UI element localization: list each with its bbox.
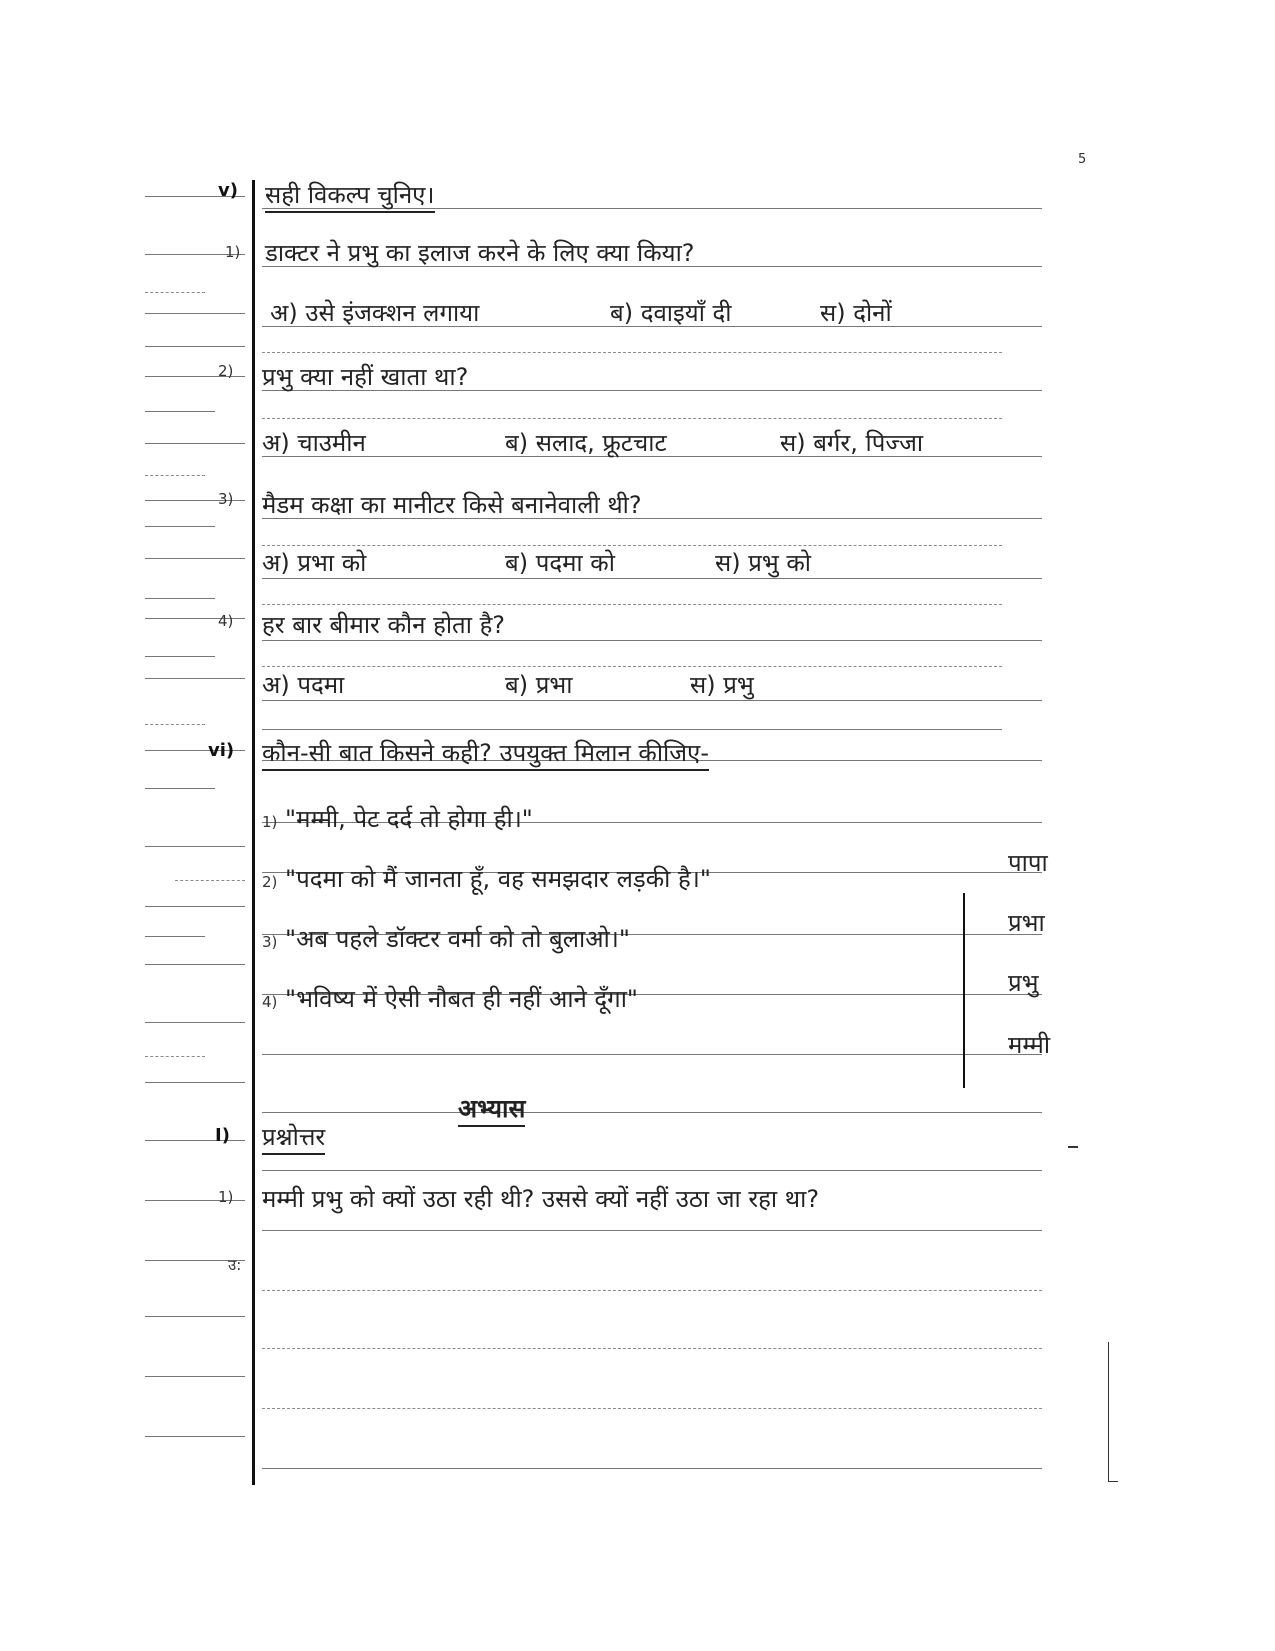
quote-text: "अब पहले डॉक्टर वर्मा को तो बुलाओ।" xyxy=(285,925,630,953)
question-number: 1) xyxy=(218,1188,234,1206)
quote-line xyxy=(262,864,711,897)
ruled-line xyxy=(262,1290,1042,1291)
option-c: स) बर्गर, पिज्जा xyxy=(780,429,924,457)
ruled-line xyxy=(145,292,205,293)
edge-mark xyxy=(1068,1146,1078,1148)
question-text: मैडम कक्षा का मानीटर किसे बनानेवाली थी? xyxy=(262,491,642,519)
ruled-line xyxy=(145,936,205,937)
ruled-line xyxy=(145,443,245,444)
quote-number: 4) xyxy=(262,993,278,1011)
speaker-option: प्रभु xyxy=(1008,969,1039,997)
ruled-line xyxy=(145,411,215,412)
ruled-line xyxy=(262,1054,1042,1055)
option-a: अ) पदमा xyxy=(262,671,345,699)
ruled-line xyxy=(262,1170,1042,1171)
question-number: 1) xyxy=(225,243,241,261)
quote-text: "पदमा को मैं जानता हूँ, वह समझदार लड़की है।" xyxy=(285,865,711,893)
answer-bracket xyxy=(1108,1481,1118,1482)
ruled-line xyxy=(145,1056,205,1057)
ruled-line xyxy=(145,906,245,907)
ruled-line xyxy=(262,418,1002,419)
question-text: डाक्टर ने प्रभु का इलाज करने के लिए क्या किया? xyxy=(265,239,695,267)
section-v-heading: सही विकल्प चुनिए। xyxy=(265,180,435,213)
ruled-line xyxy=(145,475,205,476)
ruled-line xyxy=(262,578,1042,579)
ruled-line xyxy=(175,880,245,881)
section-v-number: v) xyxy=(218,180,238,201)
answer-marker: उ: xyxy=(228,1256,242,1274)
ruled-line xyxy=(262,729,1002,730)
ruled-line xyxy=(262,640,1042,641)
speaker-option: मम्मी xyxy=(1008,1031,1051,1059)
question-text: प्रभु क्या नहीं खाता था? xyxy=(262,363,469,391)
ruled-line xyxy=(262,1468,1042,1469)
question-text: हर बार बीमार कौन होता है? xyxy=(262,611,506,639)
ruled-line xyxy=(262,352,1002,353)
quote-text: "मम्मी, पेट दर्द तो होगा ही।" xyxy=(285,805,533,833)
match-column-divider xyxy=(963,893,965,1088)
ruled-line xyxy=(145,558,245,559)
ruled-line xyxy=(145,788,215,789)
option-a: अ) प्रभा को xyxy=(262,549,367,577)
option-b: ब) प्रभा xyxy=(505,671,573,699)
speaker-option: पापा xyxy=(1008,849,1048,877)
exercise-subheading: प्रश्नोत्तर xyxy=(262,1122,325,1155)
ruled-line xyxy=(145,1436,245,1437)
ruled-line xyxy=(262,666,1002,667)
option-b: ब) सलाद, फ्रूटचाट xyxy=(505,429,667,457)
ruled-line xyxy=(145,1376,245,1377)
section-vi-number: vi) xyxy=(208,740,235,761)
ruled-line xyxy=(145,313,245,314)
page-number: 5 xyxy=(1078,152,1087,167)
margin-line xyxy=(252,180,255,1485)
ruled-line xyxy=(145,346,245,347)
ruled-line xyxy=(262,604,1002,605)
ruled-line xyxy=(145,724,205,725)
ruled-line xyxy=(262,1348,1042,1349)
ruled-line xyxy=(145,526,215,527)
option-b: ब) दवाइयाँ दी xyxy=(610,299,732,327)
ruled-line xyxy=(262,1112,1042,1113)
quote-text: "भविष्य में ऐसी नौबत ही नहीं आने दूँगा" xyxy=(285,985,638,1013)
question-number: 3) xyxy=(218,490,234,508)
ruled-line xyxy=(145,964,245,965)
ruled-line xyxy=(262,1408,1042,1409)
question-text: मम्मी प्रभु को क्यों उठा रही थी? उससे क्यों नहीं उठा जा रहा था? xyxy=(262,1185,820,1213)
option-b: ब) पदमा को xyxy=(505,549,615,577)
option-a: अ) उसे इंजक्शन लगाया xyxy=(270,299,480,327)
option-a: अ) चाउमीन xyxy=(262,429,366,457)
ruled-line xyxy=(145,1022,245,1023)
ruled-line xyxy=(145,678,245,679)
ruled-line xyxy=(262,1230,1042,1231)
ruled-line xyxy=(145,1316,245,1317)
quote-line xyxy=(262,804,533,837)
option-c: स) दोनों xyxy=(820,299,892,327)
ruled-line xyxy=(145,1140,245,1141)
ruled-line xyxy=(145,846,245,847)
ruled-line xyxy=(262,545,1002,546)
question-number: 2) xyxy=(218,362,234,380)
ruled-line xyxy=(262,700,1042,701)
exercise-title: अभ्यास xyxy=(458,1094,525,1127)
speaker-option: प्रभा xyxy=(1008,909,1045,937)
answer-bracket xyxy=(1108,1342,1109,1482)
quote-number: 3) xyxy=(262,933,278,951)
question-number: 4) xyxy=(218,612,234,630)
quote-line xyxy=(262,924,630,957)
exercise-section-number: I) xyxy=(215,1125,230,1146)
section-vi-heading: कौन-सी बात किसने कही? उपयुक्त मिलान कीजिए- xyxy=(262,738,709,771)
ruled-line xyxy=(145,598,215,599)
quote-line xyxy=(262,984,638,1017)
ruled-line xyxy=(145,1082,245,1083)
option-c: स) प्रभु xyxy=(690,671,754,699)
quote-number: 1) xyxy=(262,813,278,831)
quote-number: 2) xyxy=(262,873,278,891)
ruled-line xyxy=(145,656,215,657)
option-c: स) प्रभु को xyxy=(715,549,812,577)
